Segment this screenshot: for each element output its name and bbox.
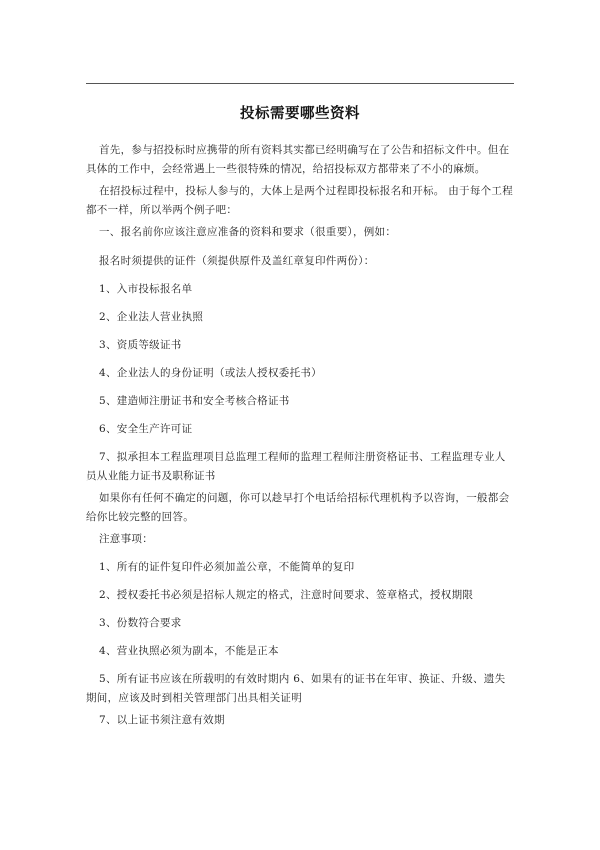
list-item: 2、企业法人营业执照 — [99, 311, 204, 323]
page-title: 投标需要哪些资料 — [240, 106, 360, 122]
list-item: 5、所有证书应该在所载明的有效时期内 6、如果有的证书在年审、换证、升级、遗失期间，应该及时到相关管理部门出具相关证明 — [86, 673, 506, 704]
list-item: 4、企业法人的身份证明（或法人授权委托书） — [99, 367, 322, 379]
list-item: 6、安全生产许可证 — [99, 423, 193, 435]
list-item: 2、授权委托书必须是招标人规定的格式，注意时间要求、签章格式，授权期限 — [99, 589, 474, 601]
list-item: 4、营业执照必须为副本，不能是正本 — [99, 645, 279, 657]
paragraph-intro: 首先，参与招投标时应携带的所有资料其实都已经明确写在了公告和招标文件中。但在具体的工作中，会经常遇上一些很特殊的情况，给招投标双方都带来了不小的麻烦。 — [86, 144, 510, 175]
paragraph-consult: 如果你有任何不确定的问题，你可以趁早打个电话给招标代理机构予以咨询，一般都会给你比较完整的回答。 — [86, 492, 510, 523]
paragraph-required-docs: 报名时须提供的证件（须提供原件及盖红章复印件两份）： — [99, 255, 375, 267]
list-item: 1、入市投标报名单 — [99, 283, 193, 295]
list-item: 7、以上证书须注意有效期 — [99, 714, 225, 726]
list-item: 3、份数符合要求 — [99, 617, 182, 629]
list-item: 1、所有的证件复印件必须加盖公章，不能简单的复印 — [99, 561, 355, 573]
list-item: 5、建造师注册证书和安全考核合格证书 — [99, 395, 290, 407]
list-item: 7、拟承担本工程监理项目总监理工程师的监理工程师注册资格证书、工程监理专业人员从业能力证书及职称证书 — [86, 451, 506, 482]
paragraph-section-one: 一、报名前你应该注意应准备的资料和要求（很重要），例如： — [99, 226, 397, 238]
paragraph-process: 在招投标过程中，投标人参与的，大体上是两个过程即投标报名和开标。 由于每个工程都不一样，所以举两个例子吧： — [86, 185, 514, 216]
paragraph-notes-heading: 注意事项： — [99, 533, 153, 545]
list-item: 3、资质等级证书 — [99, 339, 182, 351]
header-rule — [86, 83, 514, 84]
